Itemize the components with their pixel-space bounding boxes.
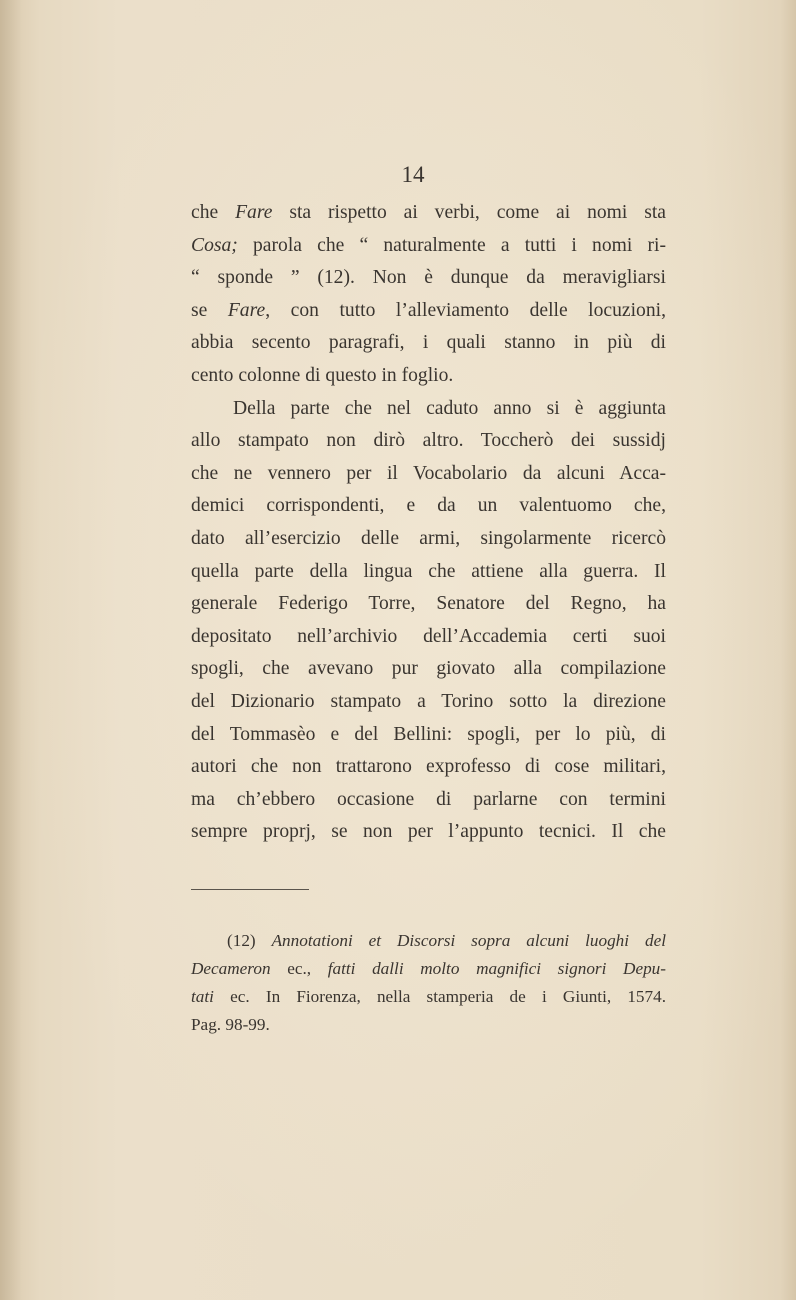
text-line: dato all’esercizio delle armi, singolarmente ricercò	[191, 527, 666, 549]
text-line: abbia secento paragrafi, i quali stanno in più di	[191, 332, 666, 354]
text-line: demici corrispondenti, e da un valentuomo che,	[191, 495, 666, 517]
footnote-line: Pag. 98-99.	[191, 1015, 270, 1034]
footnote-line: (12) Annotationi et Discorsi sopra alcuni luoghi del	[227, 931, 666, 950]
text-line: del Dizionario stampato a Torino sotto la direzione	[191, 690, 666, 712]
footnote-divider	[191, 889, 309, 890]
footnote	[191, 927, 666, 1039]
text-line: che ne vennero per il Vocabolario da alcuni Acca-	[191, 462, 666, 484]
text-line: “ sponde ” (12). Non è dunque da meravigliarsi	[191, 267, 666, 289]
text-line: del Tommasèo e del Bellini: spogli, per lo più, di	[191, 723, 666, 745]
text-line: autori che non trattarono exprofesso di cose militari,	[191, 756, 666, 778]
text-line: ma ch’ebbero occasione di parlarne con termini	[191, 788, 666, 810]
text-line: depositato nell’archivio dell’Accademia certi suoi	[191, 625, 666, 647]
text-line: Cosa; parola che “ naturalmente a tutti i nomi ri-	[191, 234, 666, 256]
text-line: spogli, che avevano pur giovato alla compilazione	[191, 658, 666, 680]
page-spine-shadow	[0, 0, 22, 1300]
text-line: che Fare sta rispetto ai verbi, come ai nomi sta	[191, 202, 666, 223]
text-line: Della parte che nel caduto anno si è aggiunta	[233, 397, 666, 419]
text-line: allo stampato non dirò altro. Toccherò dei sussidj	[191, 430, 666, 452]
text-line: cento colonne di questo in foglio.	[191, 364, 454, 386]
footnote-line: tati ec. In Fiorenza, nella stamperia de i Giunti, 1574.	[191, 987, 666, 1006]
text-line: quella parte della lingua che attiene alla guerra. Il	[191, 560, 666, 582]
footnote-line: Decameron ec., fatti dalli molto magnifici signori Depu-	[191, 959, 666, 978]
body-text	[191, 197, 666, 849]
text-line: se Fare, con tutto l’alleviamento delle locuzioni,	[191, 299, 666, 321]
page-number: 14	[401, 162, 425, 187]
text-line: generale Federigo Torre, Senatore del Regno, ha	[191, 593, 666, 615]
text-line: sempre proprj, se non per l’appunto tecnici. Il che	[191, 821, 666, 843]
